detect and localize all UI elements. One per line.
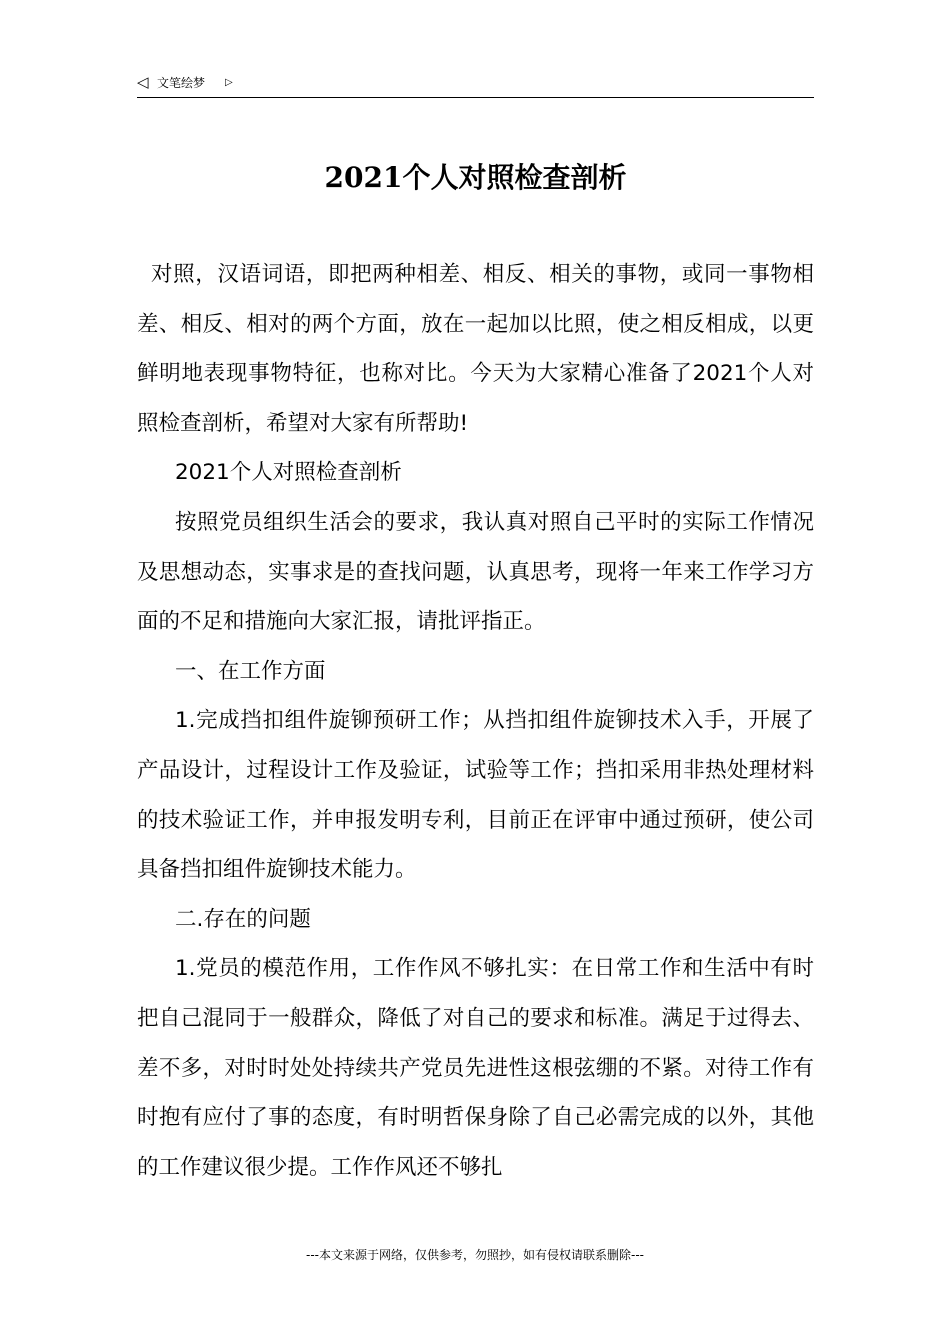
- section-heading: 二.存在的问题: [175, 906, 311, 932]
- page-footer-disclaimer: ---本文来源于网络，仅供参考，勿照抄，如有侵权请联系删除---: [306, 1248, 644, 1262]
- header-brand: 文笔绘梦: [157, 76, 206, 90]
- section-subtitle: 2021个人对照检查剖析: [175, 460, 402, 486]
- right-triangle-icon: ▷: [225, 77, 233, 88]
- page-header: [137, 73, 814, 97]
- left-triangle-icon: ◁: [137, 73, 149, 91]
- document-title: 2021个人对照检查剖析: [324, 161, 627, 194]
- section-heading: 一、在工作方面: [175, 658, 326, 684]
- body-paragraph: 按照党员组织生活会的要求，我认真对照自己平时的实际工作情况及思想动态，实事求是的查找问题，认真思考，现将一年来工作学习方面的不足和措施向大家汇报，请批评指正。: [137, 509, 814, 635]
- body-paragraph: 1.党员的模范作用，工作作风不够扎实：在日常工作和生活中有时把自己混同于一般群众，降低了对自己的要求和标准。满足于过得去、差不多，对时时处处持续共产党员先进性这根弦绷的不紧。对待工作有时抱有应付了事的态度，有时明哲保身除了自己必需完成的以外，其他的工作建议很少提。工作作风还不够扎: [137, 956, 814, 1180]
- intro-paragraph: 对照，汉语词语，即把两种相差、相反、相关的事物，或同一事物相差、相反、相对的两个方面，放在一起加以比照，使之相反相成，以更鲜明地表现事物特征，也称对比。今天为大家精心准备了2021个人对照检查剖析，希望对大家有所帮助!: [137, 262, 814, 436]
- document-body: [137, 250, 814, 1192]
- body-paragraph: 1.完成挡扣组件旋铆预研工作；从挡扣组件旋铆技术入手，开展了产品设计，过程设计工作及验证，试验等工作；挡扣采用非热处理材料的技术验证工作，并申报发明专利，目前正在评审中通过预研，使公司具备挡扣组件旋铆技术能力。: [137, 708, 814, 883]
- header-divider: [137, 97, 814, 98]
